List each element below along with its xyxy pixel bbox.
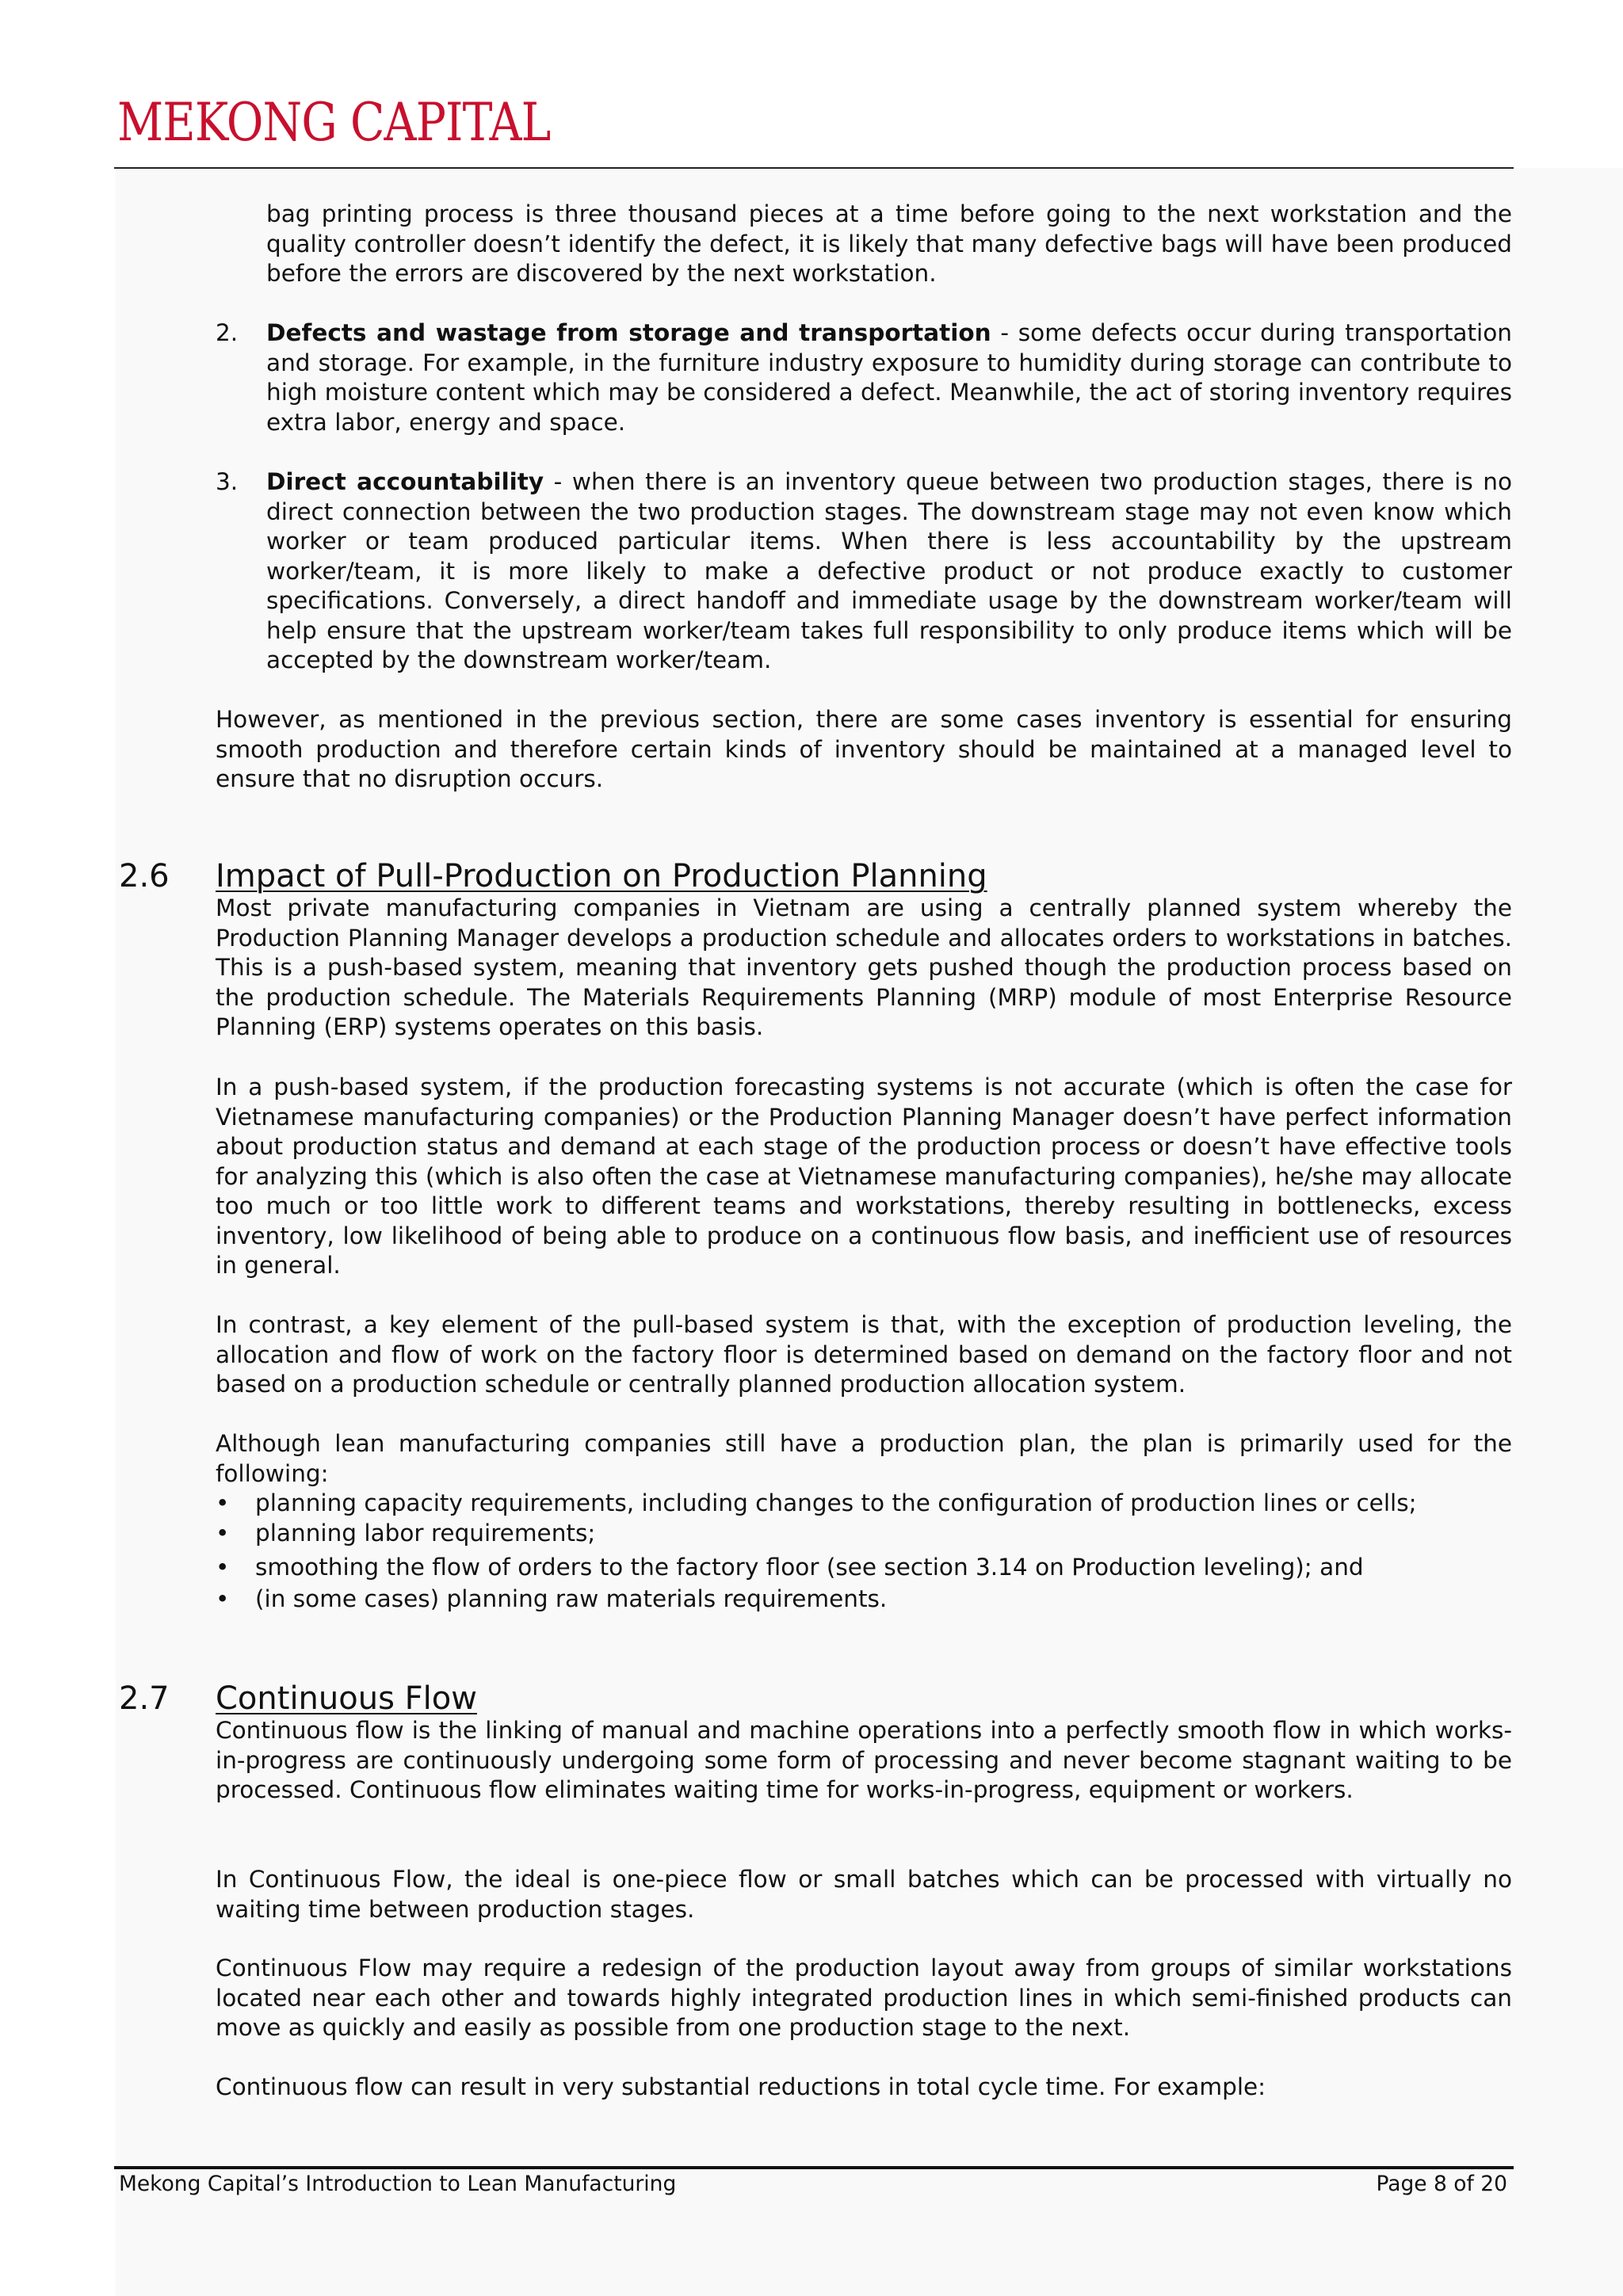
- bullet-item: planning labor requirements;: [255, 1520, 596, 1547]
- page-number: Page 8 of 20: [1376, 2172, 1507, 2196]
- list-item-text: - when there is an inventory queue between two production stages, there is no direct connection between the two production stages. The downstream stage may not even know which worker or team produced particular items. When there is less accountability by the upstream worker/team, it is more likely to make a defective product or not produce exactly to customer specifications. Conversely, a direct handoff and immediate usage by the downstream worker/team will help ensure that the upstream worker/team takes full responsibility to only produce items which will be accepted by the downstream worker/team.: [266, 468, 1512, 673]
- section-27-paragraph-2: In Continuous Flow, the ideal is one-piece flow or small batches which can be processed with virtually no waiting time between production stages.: [216, 1866, 1512, 1923]
- section-26-paragraph-4: Although lean manufacturing companies still have a production plan, the plan is primarily used for the following:: [216, 1430, 1512, 1487]
- intro-continuation-paragraph: bag printing process is three thousand pieces at a time before going to the next workstation and the quality controller doesn’t identify the defect, it is likely that many defective bags will have been produced before the errors are discovered by the next workstation.: [266, 200, 1512, 287]
- section-number: 2.6: [119, 858, 170, 894]
- list-item-number: 2.: [216, 319, 239, 346]
- list-item-defects-storage: [266, 318, 1512, 437]
- section-27-paragraph-1: Continuous flow is the linking of manual and machine operations into a perfectly smooth flow in which works-in-progress are continuously undergoing some form of processing and never become stagnant waiting to be processed. Continuous flow eliminates waiting time for works-in-progress, equipment or workers.: [216, 1717, 1512, 1803]
- header-divider: [114, 167, 1514, 169]
- list-item-title: Direct accountability: [266, 468, 544, 495]
- bullet-marker: •: [216, 1520, 230, 1547]
- bullet-item: smoothing the flow of orders to the factory floor (see section 3.14 on Production leveling); and: [255, 1554, 1364, 1581]
- list-item-direct-accountability: [266, 467, 1512, 676]
- section-number: 2.7: [119, 1680, 170, 1717]
- bullet-marker: •: [216, 1489, 230, 1516]
- section-27-paragraph-3: Continuous Flow may require a redesign of the production layout away from groups of similar workstations located near each other and towards highly integrated production lines in which semi-finished products can move as quickly and easily as possible from one production stage to the next.: [216, 1955, 1512, 2041]
- bullet-marker: •: [216, 1554, 230, 1581]
- section-26-paragraph-2: In a push-based system, if the production forecasting systems is not accurate (which is often the case for Vietnamese manufacturing companies) or the Production Planning Manager doesn’t have perfect information about production status and demand at each stage of the production process or doesn’t have effective tools for analyzing this (which is also often the case at Vietnamese manufacturing companies), he/she may allocate too much or too little work to different teams and workstations, thereby resulting in bottlenecks, excess inventory, low likelihood of being able to produce on a continuous flow basis, and inefficient use of resources in general.: [216, 1074, 1512, 1279]
- footer-document-title: Mekong Capital’s Introduction to Lean Manufacturing: [119, 2172, 677, 2196]
- however-paragraph: However, as mentioned in the previous section, there are some cases inventory is essential for ensuring smooth production and therefore certain kinds of inventory should be maintained at a managed level to ensure that no disruption occurs.: [216, 706, 1512, 792]
- company-logo: MEKONG CAPITAL: [117, 92, 551, 153]
- section-title: Continuous Flow: [216, 1680, 477, 1717]
- section-26-paragraph-1: Most private manufacturing companies in Vietnam are using a centrally planned system whereby the Production Planning Manager develops a production schedule and allocates orders to workstations in batches. This is a push-based system, meaning that inventory gets pushed though the production process based on the production schedule. The Materials Requirements Planning (MRP) module of most Enterprise Resource Planning (ERP) systems operates on this basis.: [216, 894, 1512, 1040]
- list-item-number: 3.: [216, 468, 239, 495]
- footer-divider: [114, 2166, 1514, 2169]
- list-item-text: - some defects occur during transportation and storage. For example, in the furniture industry exposure to humidity during storage can contribute to high moisture content which may be considered a defect. Meanwhile, the act of storing inventory requires extra labor, energy and space.: [266, 319, 1512, 436]
- bullet-marker: •: [216, 1585, 230, 1612]
- section-title: Impact of Pull-Production on Production Planning: [216, 858, 987, 894]
- bullet-item: (in some cases) planning raw materials requirements.: [255, 1585, 888, 1612]
- list-item-title: Defects and wastage from storage and transportation: [266, 319, 991, 346]
- bullet-item: planning capacity requirements, including changes to the configuration of production lines or cells;: [255, 1489, 1417, 1516]
- section-26-paragraph-3: In contrast, a key element of the pull-based system is that, with the exception of production leveling, the allocation and flow of work on the factory floor is determined based on demand on the factory floor and not based on a production schedule or centrally planned production allocation system.: [216, 1311, 1512, 1398]
- section-27-paragraph-4: Continuous flow can result in very substantial reductions in total cycle time. For example:: [216, 2073, 1266, 2100]
